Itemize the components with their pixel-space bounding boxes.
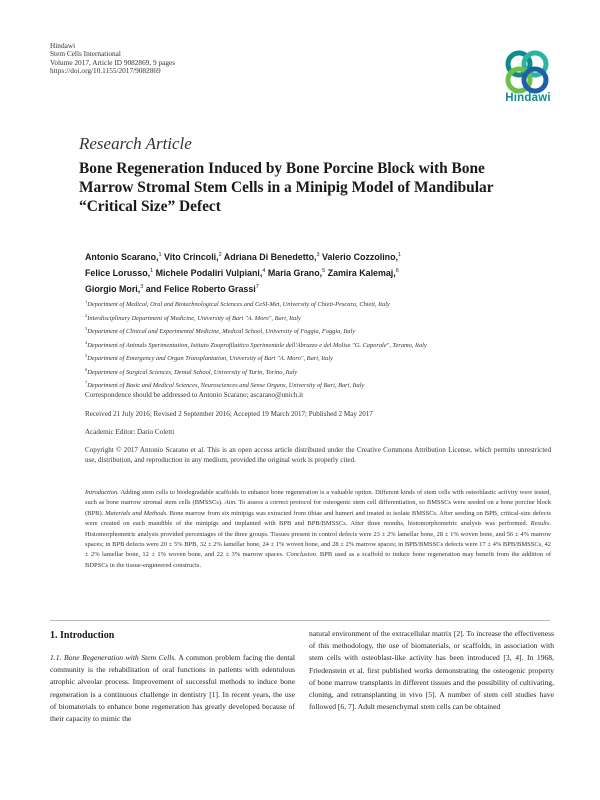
author-affil-ref: 1 — [150, 268, 154, 275]
abstract-results: Histomorphometric analysis provided percentages of the three groups. Tissues present in control defects were 23 ± 2% lamellar bone, 28 ± 1% woven bone, and 56 ± 4% marrow spaces; in BPB defects were 20 ± 5% BPB, 32 ± 2% lamellar bone, 24 ± 1% woven bone, and 28 ± 2% marrow spaces; in BPB/BMSSCs defects were 17 ± 4% BPB/BMSSCs, 42 ± 2% lamellar bone, 12 ± 1% woven bone, and 22 ± 3% marrow spaces. — [85, 530, 551, 559]
abstract-aim: To assess a correct protocol for osteogenic stem cell differentiation, so BMSSCs were seeded on a bone porcine block (BPB). — [85, 499, 552, 517]
affil-number: 3 — [85, 326, 88, 332]
affiliation-item — [85, 297, 565, 311]
copyright-notice: Copyright © 2017 Antonio Scarano et al. This is an open access article distributed under the Creative Commons Attribution License, which permits unrestricted use, distribution, and reproduction in any medium, provided the original work is properly cited. — [85, 446, 551, 465]
author-name[interactable]: Adriana Di Benedetto, — [223, 251, 317, 262]
article-type: Research Article — [79, 134, 192, 153]
affiliation-item — [85, 365, 565, 379]
affil-number: 6 — [85, 366, 88, 372]
correspondence: Correspondence should be addressed to Antonio Scarano; ascarano@unich.it — [85, 391, 304, 399]
affil-text: Interdisciplinary Department of Medicine, University of Bari "A. Moro", Bari, Italy — [87, 314, 301, 322]
author-affil-ref: 6 — [395, 268, 399, 275]
hindawi-logo-text: Hindawi — [505, 92, 551, 104]
author-line — [85, 248, 525, 264]
publisher-name: Hindawi — [50, 41, 76, 50]
abstract-methods-label: Materials and Methods. — [105, 509, 168, 517]
author-list — [85, 248, 525, 297]
author-name[interactable]: Giorgio Mori, — [85, 284, 141, 295]
affil-number: 5 — [85, 353, 88, 359]
affil-text: Department of Animals Sperimentation, Istituto Zooprofilattico Sperimentale dell'Abruzzo e del Molise "G. Caporale", Teramo, Italy — [87, 341, 427, 349]
abstract-results-label: Results. — [530, 520, 552, 528]
author-name[interactable]: Zamira Kalemaj, — [327, 268, 396, 279]
author-name[interactable]: Maria Grano, — [267, 268, 323, 279]
abstract — [85, 488, 551, 571]
author-name[interactable]: and Felice Roberto Grassi — [145, 284, 256, 295]
author-name[interactable]: Valerio Cozzolino, — [322, 251, 398, 262]
doi-link[interactable]: https://doi.org/10.1155/2017/9082869 — [50, 66, 161, 76]
author-affil-ref: 1 — [158, 252, 162, 258]
divider — [50, 620, 550, 621]
author-line — [85, 280, 525, 296]
author-name[interactable]: Michele Podaliri Vulpiani, — [155, 268, 263, 279]
article-title — [79, 159, 549, 217]
title-line: “Critical Size” Defect — [79, 198, 221, 216]
body-column-left — [50, 652, 295, 725]
author-affil-ref: 3 — [316, 252, 320, 258]
abstract-conclusion-label: Conclusion. — [286, 551, 318, 559]
affil-text: Department of Clinical and Experimental Medicine, Medical School, University of Foggia, Foggia, Italy — [87, 328, 356, 336]
author-affil-ref: 2 — [218, 252, 222, 258]
abstract-intro: Adding stem cells to biodegradable scaffolds to enhance bone regeneration is a valuable option. Different kinds of stem cells with osteoblastic activity were tested, such as bone marrow stromal stem cells (BMSSCs). — [85, 489, 551, 507]
volume-line: Volume 2017, Article ID 9082869, 9 pages — [50, 57, 176, 67]
affil-text: Department of Medical, Oral and Biotechnological Sciences and CeSI-Met, University of Chieti-Pescara, Chieti, Italy — [87, 301, 390, 309]
affil-text: Department of Basic and Medical Sciences, Neurosciences and Sense Organs, University of Bari, Bari, Italy — [87, 382, 365, 390]
journal-name: Stem Cells International — [50, 49, 121, 59]
affil-text: Department of Emergency and Organ Transplantation, University of Bari "A. Moro", Bari, Italy — [87, 355, 333, 363]
affil-number: 1 — [85, 299, 88, 304]
abstract-aim-label: Aim. — [224, 499, 237, 507]
affiliation-item — [85, 338, 565, 352]
affiliation-item — [85, 324, 565, 338]
author-name[interactable]: Antonio Scarano, — [85, 251, 159, 262]
body-column-right: natural environment of the extracellular matrix [2]. To increase the effectiveness of this methodology, the use of biomaterials, or scaffolds, in association with stem cells with osteoblast-like activity has been introduced [3, 4]. In 1968, Friedenstein et al. first published works demonstrating the osteogenic property of bone marrow transplants in different tissues and the possibility of cultivating, cloning, and retransplanting in vivo [5]. A number of stem cell studies have followed [6, 7]. Adult mesenchymal stem cells can be obtained — [309, 629, 554, 712]
journal-info — [50, 42, 175, 76]
author-affil-ref: 4 — [262, 268, 266, 275]
affiliation-item — [85, 378, 565, 392]
affiliation-list — [85, 297, 565, 392]
affil-number: 7 — [85, 380, 88, 386]
abstract-conclusion: BPB used as a scaffold to induce bone regeneration may benefit from the addition of BDPSCs in the tissue-engineered constructs. — [85, 551, 552, 569]
affil-number: 4 — [85, 339, 88, 345]
affiliation-item — [85, 351, 565, 365]
abstract-methods: Bone marrow from six minipigs was extracted from tibiae and humeri and treated to isolate BMSSCs. After seeding on BPB, critical-size defects were created on each mandible of the minipigs and implanted with BPB and BPB/BMSSCs. After three months, histomorphometric analysis was performed. — [85, 509, 552, 528]
abstract-intro-label: Introduction. — [85, 489, 119, 496]
body-text: A common problem facing the dental community is the rehabilitation of oral functions in patients with edentulous atrophic alveolar process. Improvement of successful methods to induce bone regeneration is a continuous challenge in dentistry [1]. In recent years, the use of biomaterials to enhance bone regeneration has greatly developed because of their capacity to mimic the — [50, 653, 296, 724]
academic-editor: Academic Editor: Dario Coletti — [85, 428, 175, 436]
author-line — [85, 264, 525, 280]
affil-number: 2 — [85, 312, 88, 318]
author-name[interactable]: Felice Lorusso, — [85, 268, 151, 279]
affil-text: Department of Surgical Sciences, Dental School, University of Turin, Torino, Italy — [87, 368, 298, 376]
author-affil-ref: 7 — [255, 284, 259, 291]
title-line: Marrow Stromal Stem Cells in a Minipig Model of Mandibular — [79, 179, 494, 197]
affiliation-item — [85, 311, 565, 325]
author-affil-ref: 1 — [398, 252, 402, 258]
subsection-heading: 1.1. Bone Regeneration with Stem Cells. — [50, 653, 177, 662]
title-line: Bone Regeneration Induced by Bone Porcine Block with Bone — [79, 160, 485, 177]
author-affil-ref: 5 — [322, 268, 326, 275]
publication-dates: Received 21 July 2016; Revised 2 September 2016; Accepted 19 March 2017; Published 2 May 2017 — [85, 410, 373, 418]
author-affil-ref: 3 — [140, 284, 144, 291]
author-name[interactable]: Vito Crincoli, — [164, 251, 219, 262]
section-heading: 1. Introduction — [50, 630, 115, 641]
